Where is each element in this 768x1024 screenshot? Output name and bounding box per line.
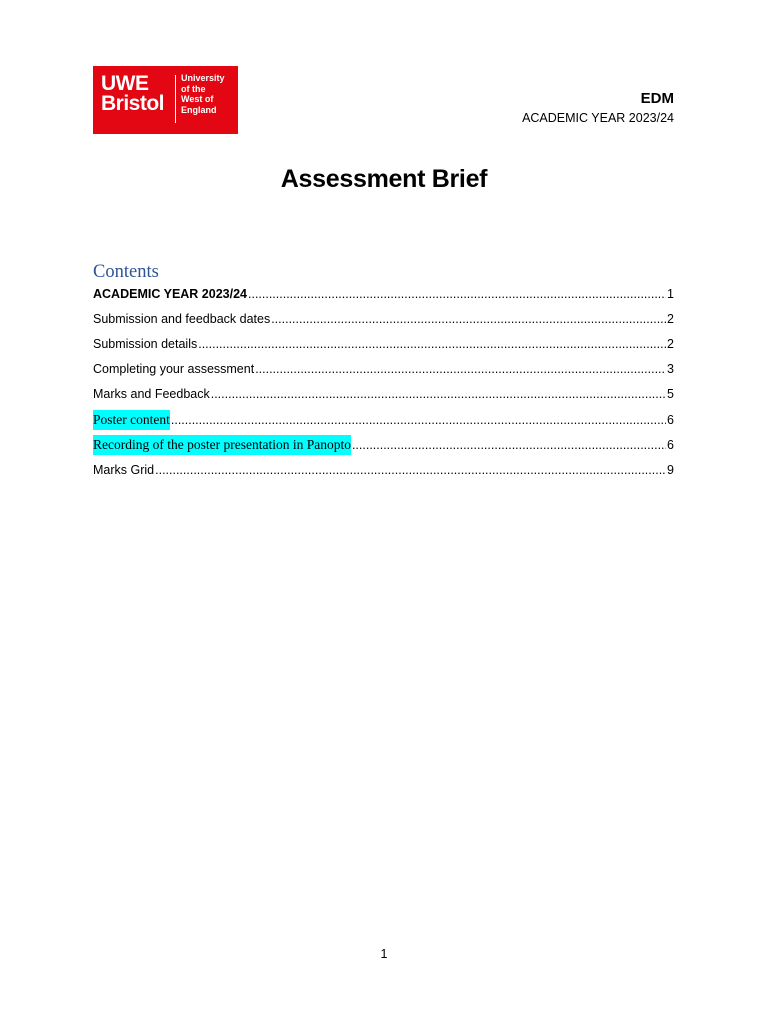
logo-sub-line-2: of the [181,83,206,94]
toc-dot-leader [271,309,666,329]
toc-dot-leader [171,410,666,430]
page-number: 1 [380,947,388,961]
toc-entry-page: 2 [667,312,674,326]
toc-entry-page: 5 [667,387,674,401]
toc-entry-label: Recording of the poster presentation in Panopto [93,435,351,455]
toc-entry-page: 9 [667,463,674,477]
toc-entry-label: Submission details [93,337,198,351]
toc-entry-page: 6 [667,438,674,452]
logo-divider [175,75,176,123]
toc-entry-recording-poster-presentation[interactable] [93,435,674,455]
toc-entry-label: Submission and feedback dates [93,312,271,326]
module-code: EDM [640,90,674,107]
toc-entry-label: Marks and Feedback [93,387,210,401]
page-title: Assessment Brief [280,165,488,193]
toc-dot-leader [352,435,666,455]
document-header [522,90,674,126]
toc-dot-leader [255,359,666,379]
logo-sub-line-3: West of [181,94,214,104]
toc-entry-academic-year[interactable] [93,284,674,304]
toc-entry-marks-grid[interactable] [93,460,674,480]
toc-entry-label: Completing your assessment [93,362,255,376]
toc-entry-page: 6 [667,413,674,427]
toc-entry-page: 3 [667,362,674,376]
logo-wordmark-line-2: Bristol [101,92,165,115]
toc-dot-leader [155,460,666,480]
toc-entry-label: Marks Grid [93,463,155,477]
toc-dot-leader [198,334,666,354]
toc-entry-submission-details[interactable] [93,334,674,354]
logo-wordmark-line-1: UWE [101,72,149,95]
toc-entry-label: Poster content [93,410,170,430]
logo-wordmark [101,74,164,114]
logo-sub-line-1: University [181,73,225,83]
toc-dot-leader [211,384,666,404]
toc-entry-marks-feedback[interactable] [93,384,674,404]
uwe-bristol-logo [93,66,238,134]
toc-entry-poster-content[interactable] [93,410,674,430]
toc-entry-page: 2 [667,337,674,351]
logo-university-name [181,73,225,115]
toc-entry-label: ACADEMIC YEAR 2023/24 [93,287,247,301]
toc-entry-completing-assessment[interactable] [93,359,674,379]
logo-sub-line-4: England [181,104,217,115]
header-academic-year: ACADEMIC YEAR 2023/24 [522,111,674,125]
contents-heading: Contents [93,262,159,282]
toc-entry-page: 1 [667,287,674,301]
toc-entry-submission-feedback-dates[interactable] [93,309,674,329]
toc-dot-leader [248,284,666,304]
